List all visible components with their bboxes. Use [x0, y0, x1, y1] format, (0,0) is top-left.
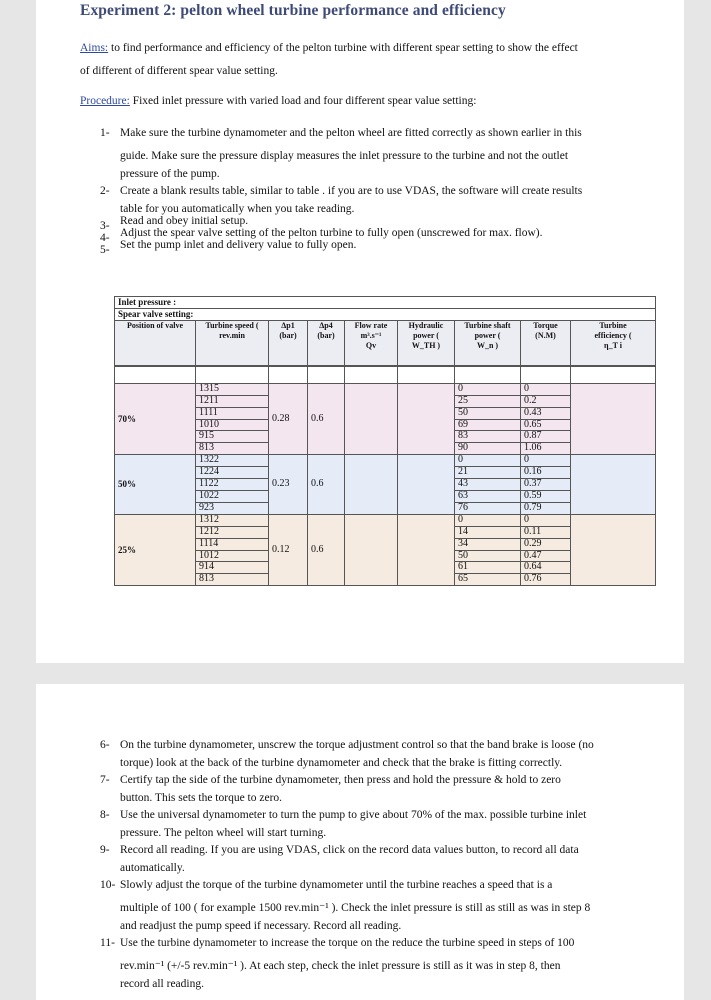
step-text-line: pressure of the pump. [120, 168, 220, 180]
turbine-speed-cell: 1211 [196, 395, 269, 407]
turbine-speed-cell: 1322 [196, 455, 269, 467]
turbine-speed-cell: 1022 [196, 490, 269, 502]
torque-cell: 1.06 [521, 443, 571, 455]
header-dp4-part: Δp4 [319, 320, 333, 330]
dp4-cell: 0.6 [308, 455, 345, 515]
torque-cell: 0.65 [521, 419, 571, 431]
procedure-text: Fixed inlet pressure with varied load and four different spear value setting: [129, 95, 477, 107]
step-text-line: On the turbine dynamometer, unscrew the torque adjustment control so that the band brake is loose (no [120, 739, 594, 751]
dp4-cell: 0.6 [308, 383, 345, 454]
step-number: 11- [100, 937, 115, 949]
aims-text-line1: to find performance and efficiency of the pelton turbine with different spear setting to show the effect [108, 42, 578, 54]
shaft-power-cell: 65 [455, 574, 521, 586]
table-spacer-cell [308, 366, 345, 384]
header-shaft-part: W_n ) [476, 340, 499, 350]
header-eff [571, 320, 656, 366]
torque-cell: 0 [521, 383, 571, 395]
header-flow-part: m³.s⁻¹ [360, 330, 382, 340]
header-torque [521, 320, 571, 366]
hydraulic-power-cell [398, 383, 455, 454]
table-spacer-cell [521, 366, 571, 384]
step-number: 4- [100, 232, 110, 244]
document-page-1 [36, 0, 684, 663]
procedure-step [100, 932, 680, 990]
torque-cell: 0.11 [521, 526, 571, 538]
step-number: 5- [100, 244, 110, 256]
turbine-speed-cell: 1315 [196, 383, 269, 395]
torque-cell: 0.16 [521, 467, 571, 479]
header-speed [196, 320, 269, 366]
step-text-line: Record all reading. If you are using VDAS, click on the record data values button, to record all data [120, 844, 579, 856]
torque-cell: 0.37 [521, 479, 571, 491]
aims-text-line2: of different of different spear value setting. [80, 65, 278, 77]
header-dp1-part: (bar) [279, 330, 297, 340]
step-text-line: automatically. [120, 862, 185, 874]
step-text-line: Make sure the turbine dynamometer and the pelton wheel are fitted correctly as shown earlier in this [120, 127, 582, 139]
table-spacer-cell [196, 366, 269, 384]
spear-setting-label: Spear valve setting: [115, 308, 656, 320]
turbine-speed-cell: 914 [196, 562, 269, 574]
procedure-steps-list-continued [100, 734, 680, 990]
document-page-2 [36, 684, 684, 1000]
hydraulic-power-cell [398, 514, 455, 585]
step-text-line: Set the pump inlet and delivery value to fully open. [120, 239, 357, 251]
procedure-step [100, 734, 680, 769]
header-hydraulic-part: power ( [413, 330, 439, 340]
turbine-speed-cell: 1212 [196, 526, 269, 538]
procedure-step [100, 874, 680, 932]
step-text-line: Adjust the spear valve setting of the pelton turbine to fully open (unscrewed for max. flow). [120, 227, 543, 239]
table-spacer-cell [269, 366, 308, 384]
header-speed-part: Turbine speed ( [205, 320, 259, 330]
torque-cell: 0.29 [521, 538, 571, 550]
page-title: Experiment 2: pelton wheel turbine performance and efficiency [80, 2, 506, 19]
step-text-line: table for you automatically when you take reading. [120, 203, 355, 215]
flow-rate-cell [345, 514, 398, 585]
shaft-power-cell: 0 [455, 455, 521, 467]
procedure-steps-list [100, 122, 660, 256]
efficiency-cell [571, 383, 656, 454]
dp1-cell: 0.12 [269, 514, 308, 585]
header-eff-part: Turbine [599, 320, 627, 330]
step-text-line: guide. Make sure the pressure display measures the inlet pressure to the turbine and not the outlet [120, 150, 569, 162]
turbine-speed-cell: 1224 [196, 467, 269, 479]
inlet-pressure-label: Inlet pressure : [115, 297, 656, 309]
table-spacer-cell [345, 366, 398, 384]
shaft-power-cell: 83 [455, 431, 521, 443]
step-text-line: Use the turbine dynamometer to increase the torque on the reduce the turbine speed in steps of 100 [120, 937, 575, 949]
step-text-line: Use the universal dynamometer to turn the pump to give about 70% of the max. possible turbine inlet [120, 809, 587, 821]
procedure-step [100, 769, 680, 804]
valve-position: 50% [115, 455, 196, 515]
torque-cell: 0.43 [521, 407, 571, 419]
step-text-line: record all reading. [120, 978, 204, 990]
turbine-speed-cell: 1122 [196, 479, 269, 491]
table-row [115, 383, 656, 395]
turbine-speed-cell: 923 [196, 502, 269, 514]
procedure-step [100, 227, 660, 244]
table-spacer-cell [398, 366, 455, 384]
header-flow [345, 320, 398, 366]
step-text-line: pressure. The pelton wheel will start turning. [120, 827, 327, 839]
shaft-power-cell: 34 [455, 538, 521, 550]
aims-label: Aims: [80, 42, 109, 54]
header-speed-part: rev.min [219, 330, 245, 340]
step-number: 10- [100, 879, 116, 891]
efficiency-cell [571, 455, 656, 515]
procedure-step [100, 122, 660, 180]
header-flow-part: Flow rate [354, 320, 388, 330]
torque-cell: 0.59 [521, 490, 571, 502]
header-dp4 [308, 320, 345, 366]
shaft-power-cell: 69 [455, 419, 521, 431]
shaft-power-cell: 50 [455, 407, 521, 419]
header-shaft [455, 320, 521, 366]
hydraulic-power-cell [398, 455, 455, 515]
procedure-step [100, 839, 680, 874]
turbine-speed-cell: 813 [196, 443, 269, 455]
shaft-power-cell: 76 [455, 502, 521, 514]
table-row [115, 514, 656, 526]
shaft-power-cell: 0 [455, 514, 521, 526]
shaft-power-cell: 21 [455, 467, 521, 479]
header-dp1-part: Δp1 [281, 320, 295, 330]
step-number: 3- [100, 220, 110, 232]
shaft-power-cell: 90 [455, 443, 521, 455]
header-hydraulic [398, 320, 455, 366]
torque-cell: 0 [521, 514, 571, 526]
shaft-power-cell: 50 [455, 550, 521, 562]
procedure-step [100, 804, 680, 839]
torque-cell: 0.79 [521, 502, 571, 514]
shaft-power-cell: 61 [455, 562, 521, 574]
header-hydraulic-part: Hydraulic [408, 320, 444, 330]
valve-position: 70% [115, 383, 196, 454]
step-number: 2- [100, 185, 110, 197]
header-flow-part: Qv [365, 340, 377, 350]
torque-cell: 0 [521, 455, 571, 467]
turbine-speed-cell: 1114 [196, 538, 269, 550]
step-text-line: rev.min⁻¹ (+/-5 rev.min⁻¹ ). At each step, check the inlet pressure is still as it was in step 8, then [120, 960, 561, 972]
dp4-cell: 0.6 [308, 514, 345, 585]
torque-cell: 0.47 [521, 550, 571, 562]
procedure-step [100, 215, 660, 232]
results-table [114, 296, 656, 586]
torque-cell: 0.2 [521, 395, 571, 407]
aims-paragraph [80, 37, 640, 83]
turbine-speed-cell: 915 [196, 431, 269, 443]
header-shaft-part: Turbine shaft [464, 320, 511, 330]
header-eff-part: η_T i [604, 340, 623, 350]
header-eff-part: efficiency ( [594, 330, 632, 340]
procedure-label: Procedure: [80, 95, 130, 107]
header-dp1 [269, 320, 308, 366]
header-hydraulic-part: W_TH ) [411, 340, 441, 350]
procedure-paragraph [80, 90, 640, 113]
shaft-power-cell: 63 [455, 490, 521, 502]
procedure-step [100, 180, 660, 215]
torque-cell: 0.76 [521, 574, 571, 586]
header-dp4-part: (bar) [317, 330, 335, 340]
step-text-line: torque) look at the back of the turbine dynamometer and check that the brake is fitting correctly. [120, 757, 563, 769]
torque-cell: 0.87 [521, 431, 571, 443]
turbine-speed-cell: 1111 [196, 407, 269, 419]
turbine-speed-cell: 1010 [196, 419, 269, 431]
step-text-line: Certify tap the side of the turbine dynamometer, then press and hold the pressure & hold to zero [120, 774, 561, 786]
step-number: 9- [100, 844, 110, 856]
shaft-power-cell: 25 [455, 395, 521, 407]
efficiency-cell [571, 514, 656, 585]
header-torque-part: (N.M) [535, 330, 556, 340]
header-shaft-part: power ( [474, 330, 501, 340]
step-text-line: multiple of 100 ( for example 1500 rev.min⁻¹ ). Check the inlet pressure is still as still as was in step 8 [120, 902, 591, 914]
step-number: 1- [100, 127, 110, 139]
table-spacer-cell [571, 366, 656, 384]
header-position-part: Position of valve [127, 320, 183, 330]
turbine-speed-cell: 813 [196, 574, 269, 586]
valve-position: 25% [115, 514, 196, 585]
table-spacer-cell [115, 366, 196, 384]
torque-cell: 0.64 [521, 562, 571, 574]
dp1-cell: 0.23 [269, 455, 308, 515]
shaft-power-cell: 0 [455, 383, 521, 395]
turbine-speed-cell: 1012 [196, 550, 269, 562]
step-text-line: and readjust the pump speed if necessary. Record all reading. [120, 920, 402, 932]
header-torque-part: Torque [533, 320, 558, 330]
dp1-cell: 0.28 [269, 383, 308, 454]
procedure-step [100, 239, 660, 256]
step-text-line: button. This sets the torque to zero. [120, 792, 283, 804]
flow-rate-cell [345, 383, 398, 454]
shaft-power-cell: 14 [455, 526, 521, 538]
step-number: 6- [100, 739, 110, 751]
turbine-speed-cell: 1312 [196, 514, 269, 526]
step-text-line: Create a blank results table, similar to table . if you are to use VDAS, the software will create results [120, 185, 583, 197]
step-number: 7- [100, 774, 110, 786]
header-position [115, 320, 196, 366]
table-row [115, 455, 656, 467]
step-text-line: Read and obey initial setup. [120, 215, 249, 227]
flow-rate-cell [345, 455, 398, 515]
step-text-line: Slowly adjust the torque of the turbine dynamometer until the turbine reaches a speed that is a [120, 879, 553, 891]
table-spacer-cell [455, 366, 521, 384]
shaft-power-cell: 43 [455, 479, 521, 491]
step-number: 8- [100, 809, 110, 821]
